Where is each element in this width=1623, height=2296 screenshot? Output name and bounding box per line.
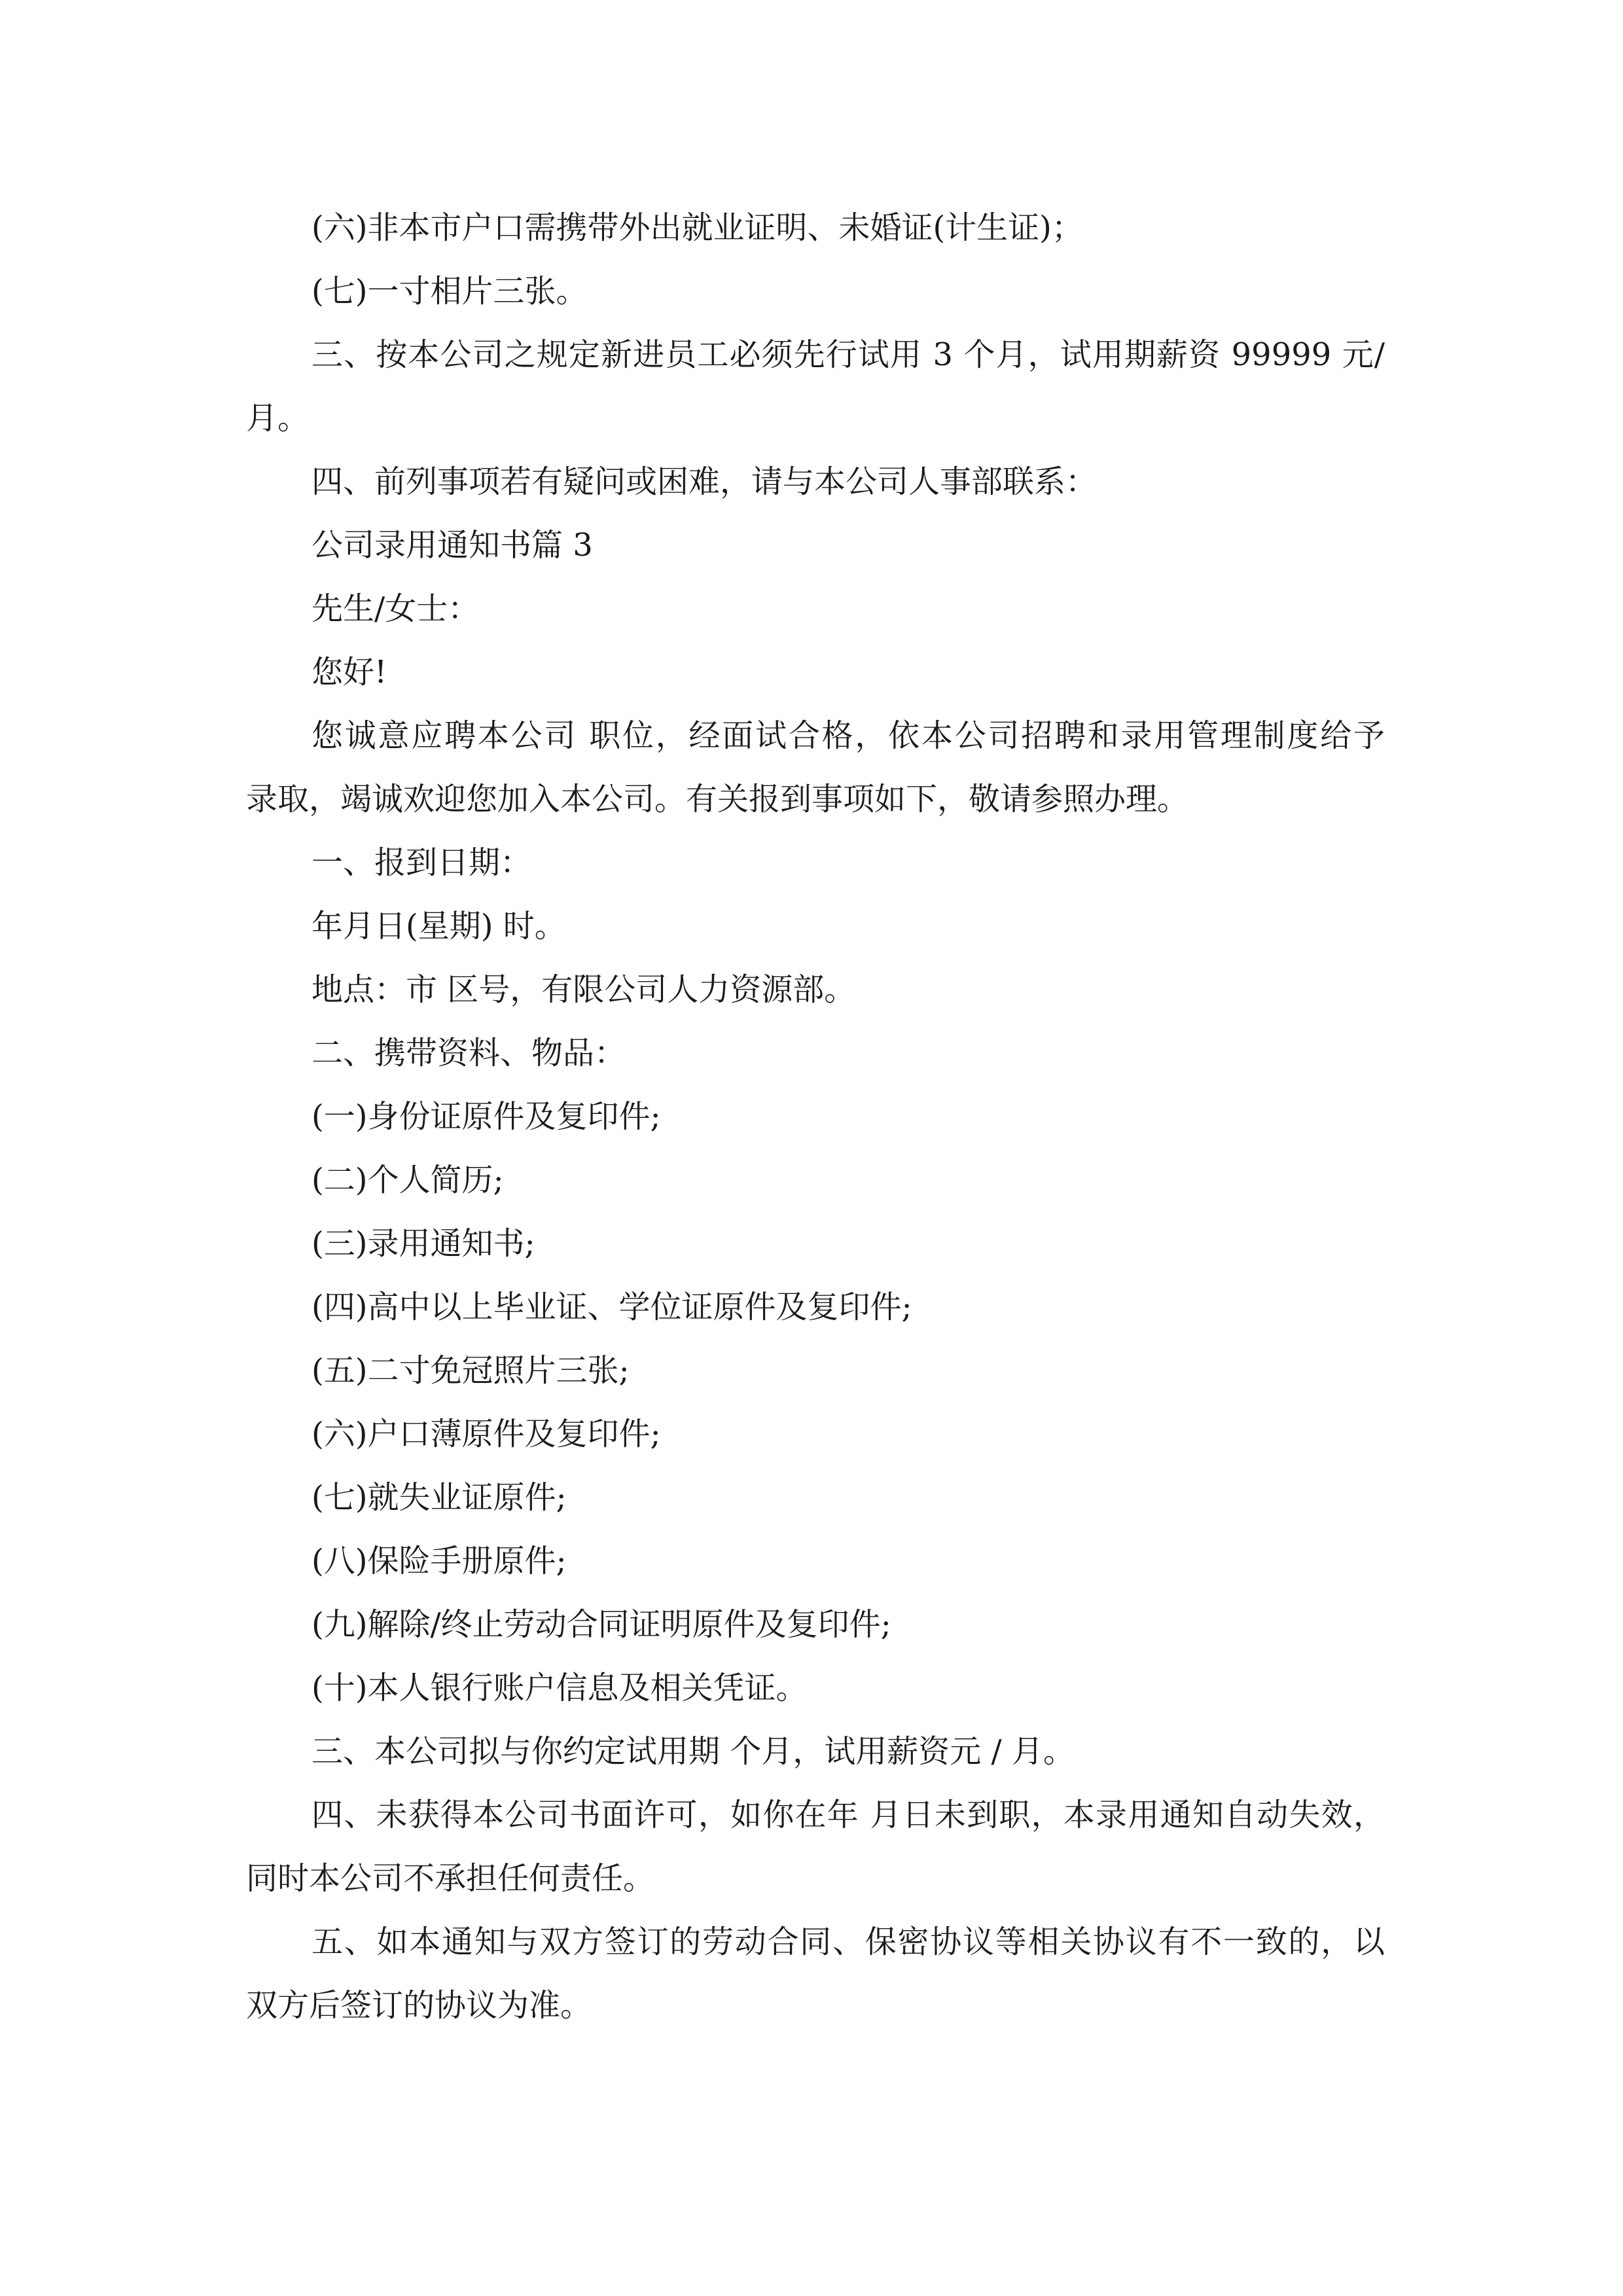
- text-line: 年月日(星期) 时。: [312, 908, 566, 944]
- text-line: (七)一寸相片三张。: [312, 273, 588, 310]
- text-line: 地点：市 区号，有限公司人力资源部。: [312, 971, 856, 1008]
- text-line: 四、前列事项若有疑问或困难，请与本公司人事部联系：: [312, 463, 1097, 500]
- list-item: (九)解除/终止劳动合同证明原件及复印件;: [312, 1606, 891, 1643]
- list-item: (四)高中以上毕业证、学位证原件及复印件;: [312, 1289, 912, 1325]
- list-item: (六)户口薄原件及复印件;: [312, 1416, 661, 1452]
- list-item: (七)就失业证原件;: [312, 1479, 567, 1516]
- text-line: 四、未获得本公司书面许可，如你在年 月日未到职，本录用通知自动失效，: [312, 1797, 1385, 1833]
- text-line: 双方后签订的协议为准。: [246, 1987, 592, 2024]
- text-line: (六)非本市户口需携带外出就业证明、未婚证(计生证)；: [312, 209, 1083, 246]
- text-line: 您诚意应聘本公司 职位，经面试合格，依本公司招聘和录用管理制度给予: [312, 717, 1385, 754]
- text-line: 三、本公司拟与你约定试用期 个月，试用薪资元 / 月。: [312, 1733, 1075, 1770]
- text-line: 三、按本公司之规定新进员工必须先行试用 3 个月，试用期薪资 99999 元/: [312, 336, 1385, 373]
- list-item: (三)录用通知书;: [312, 1225, 535, 1262]
- text-line: 二、携带资料、物品：: [312, 1035, 626, 1071]
- list-item: (五)二寸免冠照片三张;: [312, 1352, 630, 1389]
- list-item: (一)身份证原件及复印件;: [312, 1098, 661, 1135]
- text-line: 同时本公司不承担任何责任。: [246, 1860, 655, 1897]
- greeting: 您好!: [312, 654, 387, 691]
- salutation: 先生/女士：: [312, 590, 480, 627]
- list-item: (十)本人银行账户信息及相关凭证。: [312, 1670, 808, 1706]
- text-line: 五、如本通知与双方签订的劳动合同、保密协议等相关协议有不一致的，以: [312, 1924, 1385, 1960]
- section-heading: 公司录用通知书篇 3: [312, 527, 593, 564]
- text-line: 录取，竭诚欢迎您加入本公司。有关报到事项如下，敬请参照办理。: [246, 781, 1189, 817]
- document-body: [246, 196, 1385, 2037]
- list-item: (二)个人简历;: [312, 1162, 504, 1198]
- text-line: 月。: [246, 400, 310, 437]
- list-item: (八)保险手册原件;: [312, 1543, 567, 1579]
- text-line: 一、报到日期：: [312, 844, 532, 881]
